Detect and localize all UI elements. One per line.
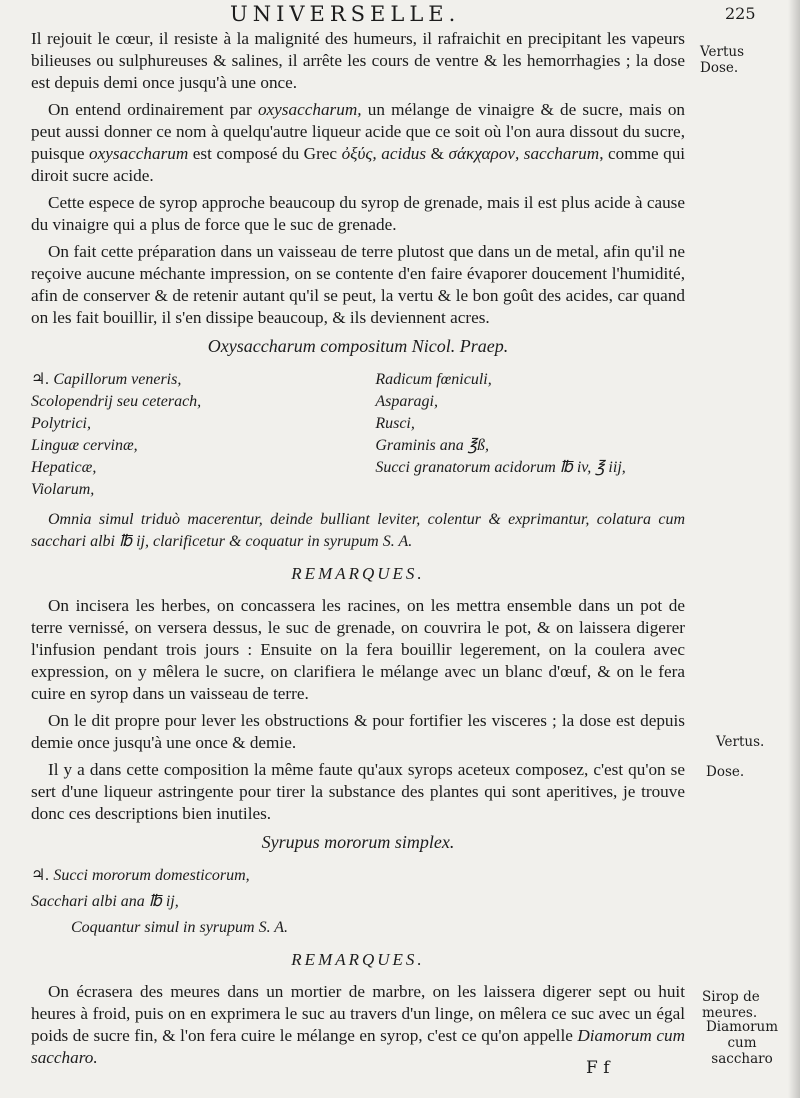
paragraph-definition [31,99,685,187]
ingredient: Hepaticæ, [31,459,97,476]
recipe-instructions: Omnia simul triduò macerentur, deinde bulliant leviter, colentur & exprimantur, colatura cum sacchari albi ℔ ij, clarificetur & coquatur in syrupum S. A. [31,511,685,550]
recipe-title: Oxysaccharum compositum Nicol. Praep. [207,336,509,356]
ingredient: Sacchari albi ana ℔ ij, [31,893,179,910]
paragraph-method [31,981,685,1069]
latin-term: saccharum [523,144,600,163]
ingredient: Asparagi, [375,393,438,410]
running-title: UNIVERSELLE. [230,2,461,26]
ingredient-column-right [325,369,685,501]
section-heading: REMARQUES. [291,564,425,583]
margin-note-vertus: Vertus. [716,734,765,750]
text-segment: est composé du Grec [192,144,338,163]
ingredient: Succi granatorum acidorum ℔ iv, ℥ iij, [375,459,626,476]
latin-term: Diamorum cum saccharo. [31,1026,685,1067]
ingredient-list [31,369,685,501]
ingredient: ♃. Succi mororum domesticorum, [31,867,250,884]
greek-term: ὀξύς, [341,144,377,163]
main-text [31,28,685,1074]
ingredient: ♃. Capillorum veneris, [31,371,182,388]
paragraph-virtues: Il rejouit le cœur, il resiste à la malignité des humeurs, il rafraichit en precipitant les vapeurs bilieuses ou sulphureuses & salines, il arrête les cours de ventre & les hemorrhagies ; la dose est depuis demi once jusqu'à une once. [31,29,685,92]
ingredient: Linguæ cervinæ, [31,437,138,454]
text-segment: un mélange de vinaigre & de sucre, mais on peut aussi donner ce nom à quelqu'autre liqueur acide que ce soit où l'on aura dissout du sucre, puisque [31,100,686,163]
page-number: 225 [725,4,756,23]
paragraph-comparison: Cette espece de syrop approche beaucoup du syrop de grenade, mais il est plus acide à cause du vinaigre qui a plus de force que le suc de grenade. [31,193,685,234]
greek-term: σάκχαρον, [448,144,520,163]
ingredient-column-left [31,369,325,501]
ingredient: Violarum, [31,481,95,498]
catchword: F f [586,1058,610,1078]
ingredient: Scolopendrij seu ceterach, [31,393,202,410]
latin-term: oxysaccharum, [257,100,362,119]
latin-term: oxysaccharum [88,144,189,163]
margin-note-sirop: Sirop de meures. [702,989,760,1021]
ingredient: Rusci, [375,415,415,432]
text-segment: On entend ordinairement par [48,100,252,119]
recipe-title: Syrupus mororum simplex. [261,832,455,852]
text-segment: & [430,144,444,163]
paragraph-method: On incisera les herbes, on concassera les racines, on les mettra ensemble dans un pot de terre vernissé, on versera dessus, le suc de grenade, on couvrira le pot, & on laissera digerer l'infusion pendant trois jours : Ensuite on la fera bouillir legerement, on la coulera avec expression, on y mêlera le sucre, on clarifiera le mélange avec un blanc d'œuf, & on le fera cuire en syrop dans un vaisseau de terre. [31,596,685,703]
margin-note-diamorum: Diamorum cum saccharo [705,1019,779,1067]
latin-term: acidus [381,144,427,163]
margin-note-dose: Dose. [706,764,745,780]
paragraph-preparation: On fait cette préparation dans un vaisseau de terre plutost que dans un de metal, afin qu'il ne reçoive aucune méchante impression, on se contente d'en faire évaporer doucement l'humidité, afin de conserver & de retenir autant qu'il se peut, la vertu & le bon goût des acides, car quand on les fait bouillir, il s'en dissipe beaucoup, & ils deviennent acres. [31,242,685,327]
ingredient: Radicum fœniculi, [375,371,492,388]
margin-note-vertus-dose: Vertus Dose. [700,44,745,76]
text-segment: , comme qui diroit sucre acide. [31,144,686,185]
page-edge-shadow [788,0,800,1098]
paragraph-uses: On le dit propre pour lever les obstructions & pour fortifier les visceres ; la dose est depuis demie once jusqu'à une once & demie. [31,711,685,752]
paragraph-critique: Il y a dans cette composition la même faute qu'aux syrops aceteux composez, c'est qu'on se sert d'une liqueur astringente pour tirer la substance des plantes qui sont aperitives, je trouve donc ces descriptions bien inutiles. [31,760,685,823]
ingredient: Polytrici, [31,415,91,432]
ingredient: Graminis ana ℥ß, [375,437,490,454]
recipe-instructions: Coquantur simul in syrupum S. A. [71,919,289,936]
text-segment: On écrasera des meures dans un mortier de marbre, on les laissera digerer sept ou huit heures à froid, puis on en exprimera le suc au travers d'un linge, on mêlera ce suc avec un égal poids de sucre fin, & l'on fera cuire le mélange en syrop, c'est ce qu'on appelle [31,982,685,1045]
section-heading: REMARQUES. [291,950,425,969]
